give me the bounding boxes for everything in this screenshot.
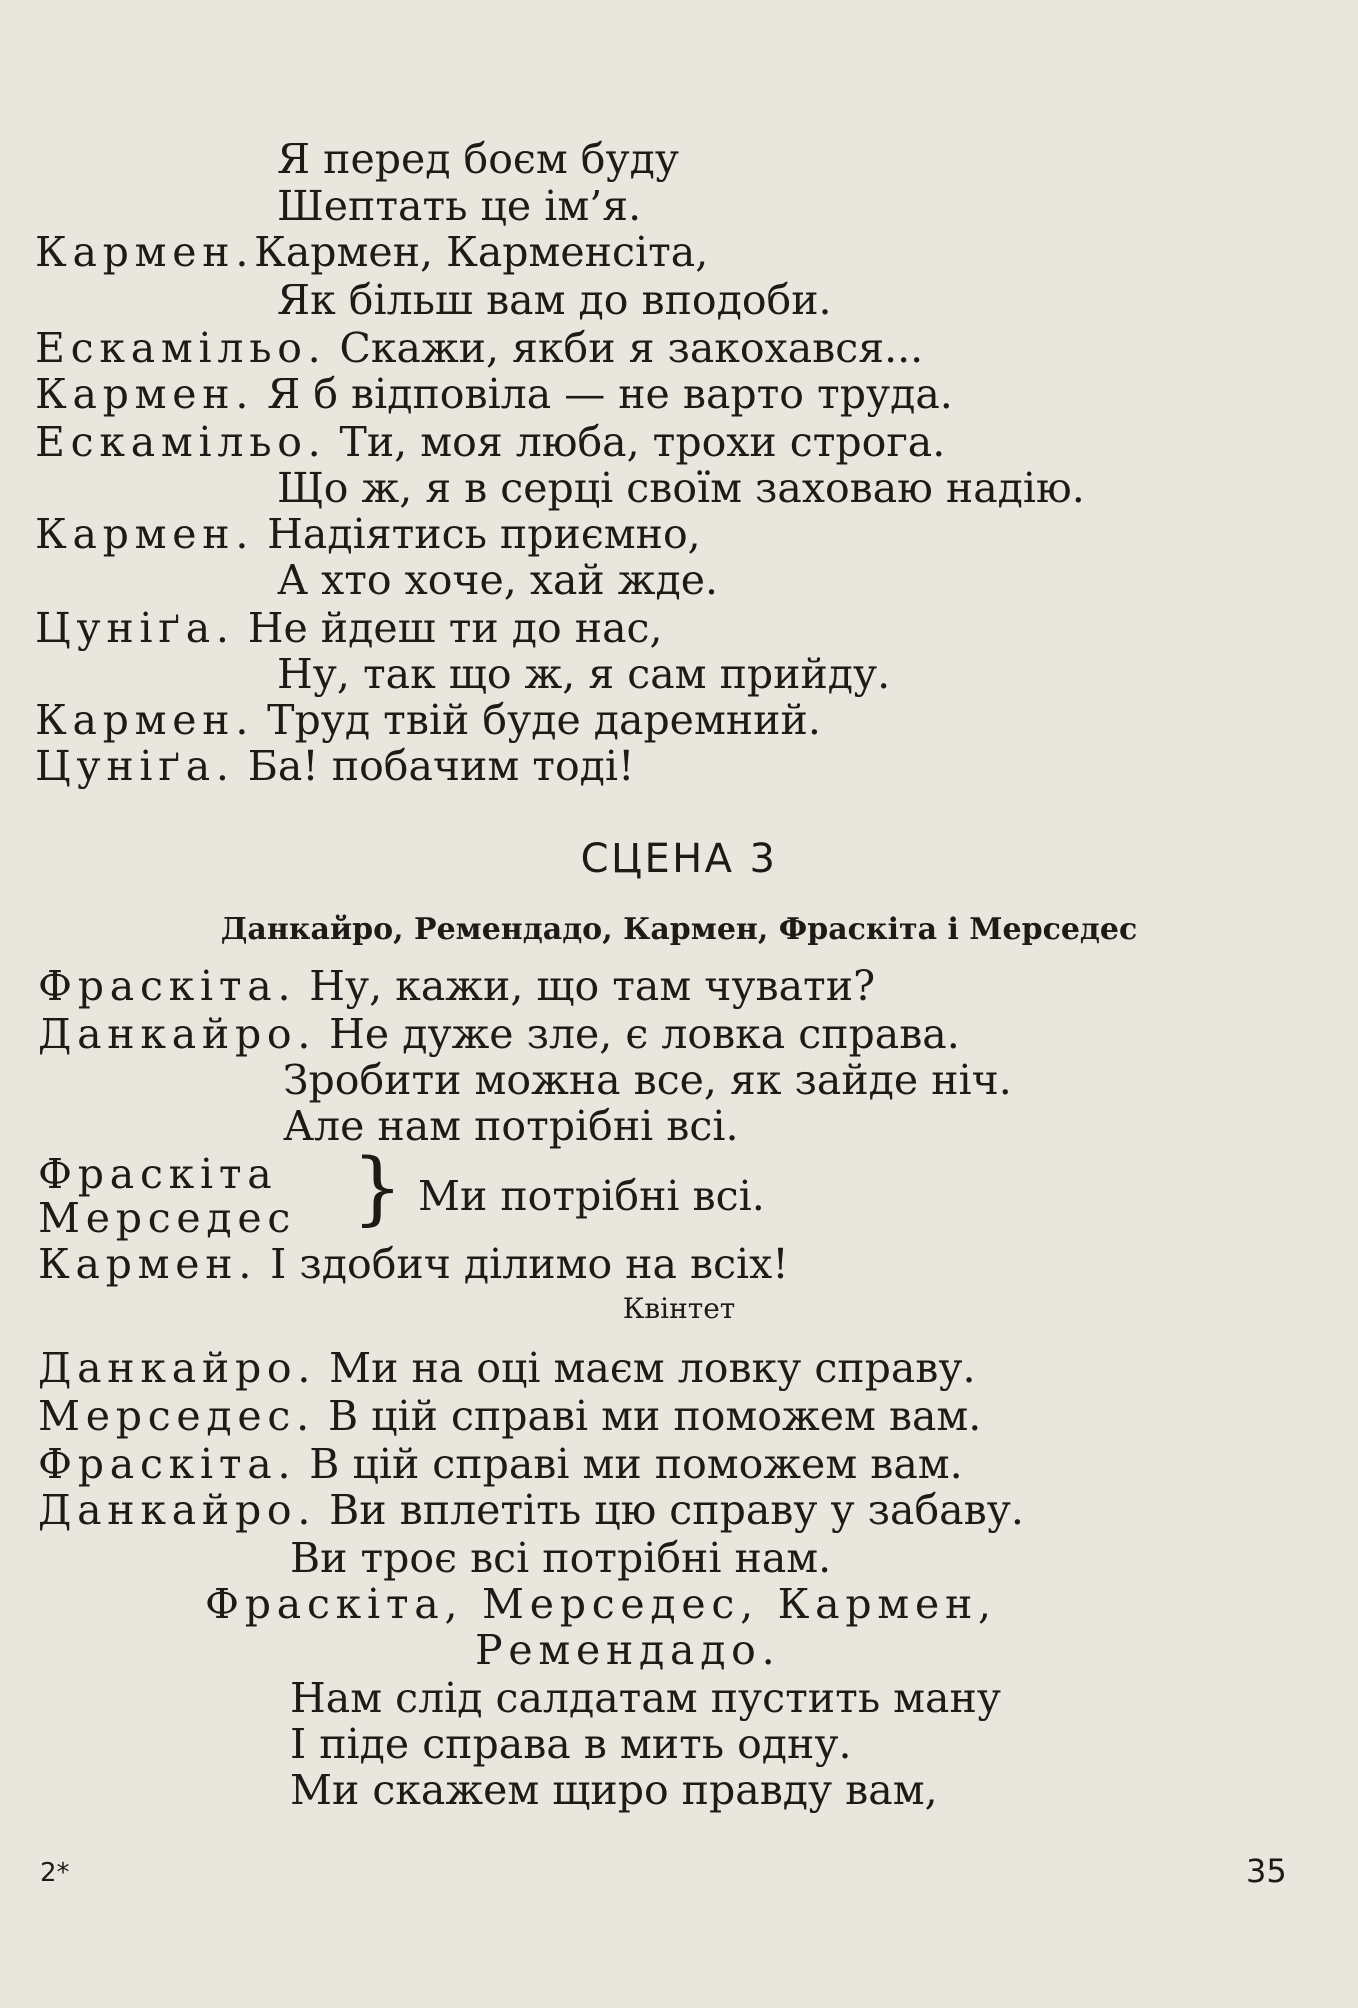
dialogue-text: Надіятись приємно,: [267, 510, 701, 558]
speaker-name: Данкайро.: [38, 1010, 317, 1058]
speaker-name: Кармен.: [35, 370, 255, 418]
dialogue-text: Ти, моя люба, трохи строга.: [339, 418, 946, 466]
speaker-name: Кармен.: [38, 1240, 258, 1288]
speaker-name: Ескамільо.: [35, 324, 327, 372]
speaker-name: Кармен.: [35, 510, 255, 558]
dialogue-text: В цій справі ми поможем вам.: [309, 1440, 963, 1488]
dialogue-text: Не йдеш ти до нас,: [247, 604, 663, 652]
text-line: Але нам потрібні всі.: [283, 1102, 739, 1150]
dialogue-line: [38, 1010, 960, 1058]
dialogue-line: [35, 742, 634, 790]
speaker-name: Данкайро.: [38, 1344, 317, 1392]
speaker-name: Данкайро.: [38, 1486, 317, 1534]
text-line: Я перед боєм буду: [277, 135, 679, 183]
dialogue-line: [35, 418, 945, 466]
dialogue-text: Труд твій буде даремний.: [267, 696, 821, 744]
text-line: Що ж, я в серці своїм заховаю надію.: [277, 464, 1085, 512]
dialogue-text: В цій справі ми поможем вам.: [327, 1392, 982, 1440]
dialogue-text: Кармен, Карменсіта,: [254, 228, 709, 276]
speaker-name: Фраскіта.: [38, 962, 297, 1010]
dialogue-text: І здобич ділимо на всіх!: [270, 1240, 789, 1288]
brace-glyph: }: [352, 1141, 403, 1234]
dialogue-line: [38, 1440, 963, 1488]
speaker-name: Ескамільо.: [35, 418, 327, 466]
joint-speaker-2: Мерседес: [38, 1194, 297, 1242]
text-line: Ну, так що ж, я сам прийду.: [277, 650, 891, 698]
text-line: І піде справа в мить одну.: [290, 1720, 852, 1768]
section-label: Квінтет: [622, 1292, 736, 1325]
joint-text: Ми потрібні всі.: [418, 1172, 765, 1220]
group-speakers: Фраскіта, Мерседес, Кармен,: [205, 1580, 997, 1628]
text-line: Ми скажем щиро правду вам,: [290, 1766, 938, 1814]
dialogue-text: Я б відповіла — не варто труда.: [267, 370, 953, 418]
joint-speaker-1: Фраскіта: [38, 1150, 278, 1198]
text-line: Нам слід салдатам пустить ману: [290, 1674, 1001, 1722]
text-line: Шептать це ім’я.: [277, 182, 642, 230]
dialogue-line: [38, 1344, 976, 1392]
dialogue-text: Ви вплетіть цю справу у забаву.: [329, 1486, 1024, 1534]
dialogue-text: Скажи, якби я закохався...: [339, 324, 924, 372]
dialogue-line: [35, 324, 923, 372]
dialogue-line: [38, 962, 875, 1010]
speaker-name: Цуніґа.: [35, 604, 235, 652]
speaker-name: Мерседес.: [38, 1392, 315, 1440]
speaker-name: Цуніґа.: [35, 742, 235, 790]
dialogue-text: Ба! побачим тоді!: [247, 742, 635, 790]
speaker-name: Кармен.: [35, 228, 255, 276]
speaker-name: Фраскіта.: [38, 1440, 297, 1488]
dialogue-line: [35, 370, 953, 418]
dialogue-line: [35, 228, 708, 276]
text-line: Ви троє всі потрібні нам.: [290, 1534, 832, 1582]
dialogue-line: [35, 604, 663, 652]
dialogue-line: [35, 510, 701, 558]
signature-mark: 2*: [40, 1858, 70, 1888]
cast-line: Данкайро, Ремендадо, Кармен, Фраскіта і Мерседес: [220, 912, 1138, 947]
dialogue-text: Ну, кажи, що там чувати?: [309, 962, 876, 1010]
page-number: 35: [1246, 1852, 1287, 1890]
dialogue-line: [35, 696, 821, 744]
text-line: Зробити можна все, як зайде ніч.: [283, 1056, 1012, 1104]
text-line: Як більш вам до вподоби.: [277, 276, 832, 324]
speaker-name: Кармен.: [35, 696, 255, 744]
group-speakers: Ремендадо.: [475, 1626, 781, 1674]
dialogue-line: [38, 1392, 981, 1440]
text-line: А хто хоче, хай жде.: [277, 556, 719, 604]
dialogue-line: [38, 1486, 1024, 1534]
dialogue-line: [38, 1240, 789, 1288]
scene-heading: СЦЕНА 3: [580, 836, 778, 882]
dialogue-text: Не дуже зле, є ловка справа.: [329, 1010, 960, 1058]
dialogue-text: Ми на оці маєм ловку справу.: [329, 1344, 976, 1392]
